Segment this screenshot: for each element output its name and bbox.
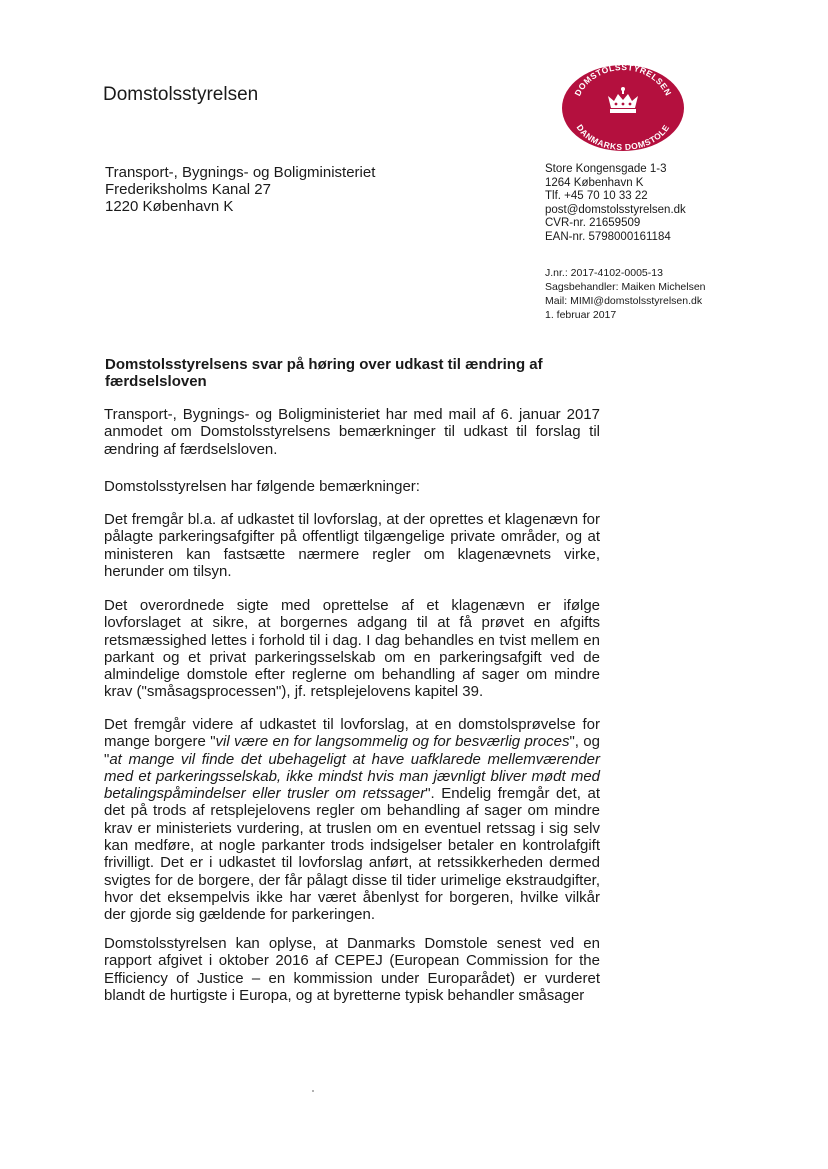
caseworker: Sagsbehandler: Maiken Michelsen (545, 281, 706, 293)
case-metadata (545, 266, 706, 322)
sender-contact (545, 163, 686, 244)
recipient-line-3: 1220 København K (105, 198, 234, 215)
letter-subject: Domstolsstyrelsens svar på høring over udkast til ændring af færdselsloven (105, 356, 543, 390)
seal-top-text: DOMSTOLSSTYRELSEN (572, 64, 674, 98)
sender-ean: EAN-nr. 5798000161184 (545, 230, 671, 243)
caseworker-mail: Mail: MIMI@domstolsstyrelsen.dk (545, 295, 703, 307)
seal-bottom-text: DANMARKS DOMSTOLE (574, 122, 672, 152)
paragraph-5 (104, 716, 600, 924)
journal-number: J.nr.: 2017-4102-0005-13 (545, 267, 663, 279)
recipient-line-1: Transport-, Bygnings- og Boligministeriet (105, 164, 376, 181)
sender-phone: Tlf. +45 70 10 33 22 (545, 190, 648, 202)
scan-speck (312, 1090, 314, 1092)
court-seal-logo (561, 64, 685, 152)
paragraph-6: Domstolsstyrelsen kan oplyse, at Danmarks Domstole senest ved en rapport afgivet i oktober 2016 af CEPEJ (European Commission for the Efficiency of Justice – en kommission under Europarådet) er vurderet blandt de hurtigste i Europa, og at byretterne typisk behandler småsager (104, 935, 600, 1004)
sender-cvr: CVR-nr. 21659509 (545, 217, 641, 229)
paragraph-5-part-1: Det fremgår videre af udkastet til lovforslag, at en domstolsprøvelse for mange borgere " (104, 716, 600, 751)
quote-2: at mange vil finde det ubehageligt at have uafklarede mellemværender med et parkeringsselskab, ikke mindst hvis man jævnligt bliver mødt med betalingspåmindelser eller trusler om retssager (104, 750, 600, 803)
recipient-address (105, 164, 375, 215)
sender-address-2: 1264 København K (545, 176, 644, 189)
paragraph-1: Transport-, Bygnings- og Boligministeriet har med mail af 6. januar 2017 anmodet om Domstolsstyrelsens bemærkninger til udkast til forslag til ændring af færdselsloven. (104, 406, 600, 458)
paragraph-4: Det overordnede sigte med oprettelse af et klagenævn er ifølge lovforslaget at sikre, at borgernes adgang til at få prøvet en afgifts retsmæssighed lettes i forhold til i dag. I dag behandles en tvist mellem en parkant og et privat parkeringsselskab om en parkeringsafgift ved de almindelige domstole efter reglerne om behandling af sager om mindre krav ("småsagsprocessen"), jf. retsplejelovens kapitel 39. (104, 597, 600, 701)
quote-1: vil være en for langsommelig og for besværlig proces (215, 733, 570, 751)
letter-date: 1. februar 2017 (545, 309, 617, 321)
recipient-line-2: Frederiksholms Kanal 27 (105, 181, 271, 198)
organization-name: Domstolsstyrelsen (103, 84, 259, 105)
paragraph-2: Domstolsstyrelsen har følgende bemærkninger: (104, 478, 420, 495)
sender-address-1: Store Kongensgade 1-3 (545, 163, 667, 175)
sender-email: post@domstolsstyrelsen.dk (545, 203, 686, 216)
paragraph-5-part-2: ", og " (104, 733, 600, 768)
paragraph-3: Det fremgår bl.a. af udkastet til lovforslag, at der oprettes et klagenævn for pålagte parkeringsafgifter på offentligt tilgængelige private områder, og at ministeren kan fastsætte nærmere regler om klagenævnets virke, herunder om tilsyn. (104, 511, 600, 580)
paragraph-5-part-3: ". Endelig fremgår det, at det på trods af retsplejelovens regler om behandling af sager om mindre krav er ministeriets vurdering, at truslen om en eventuel retssag i sig selv kan medføre, at nogle parkanter trods indsigelser betaler en kontrolafgift frivilligt. Det er i udkastet til lovforslag anført, at retssikkerheden dermed svigtes for de borgere, der får pålagt disse til tider urimelige ekstraudgifter, hvor det eksempelvis ikke har været åbenlyst for borgeren, hvilke vilkår der gjorde sig gældende for parkeringen. (104, 785, 600, 924)
